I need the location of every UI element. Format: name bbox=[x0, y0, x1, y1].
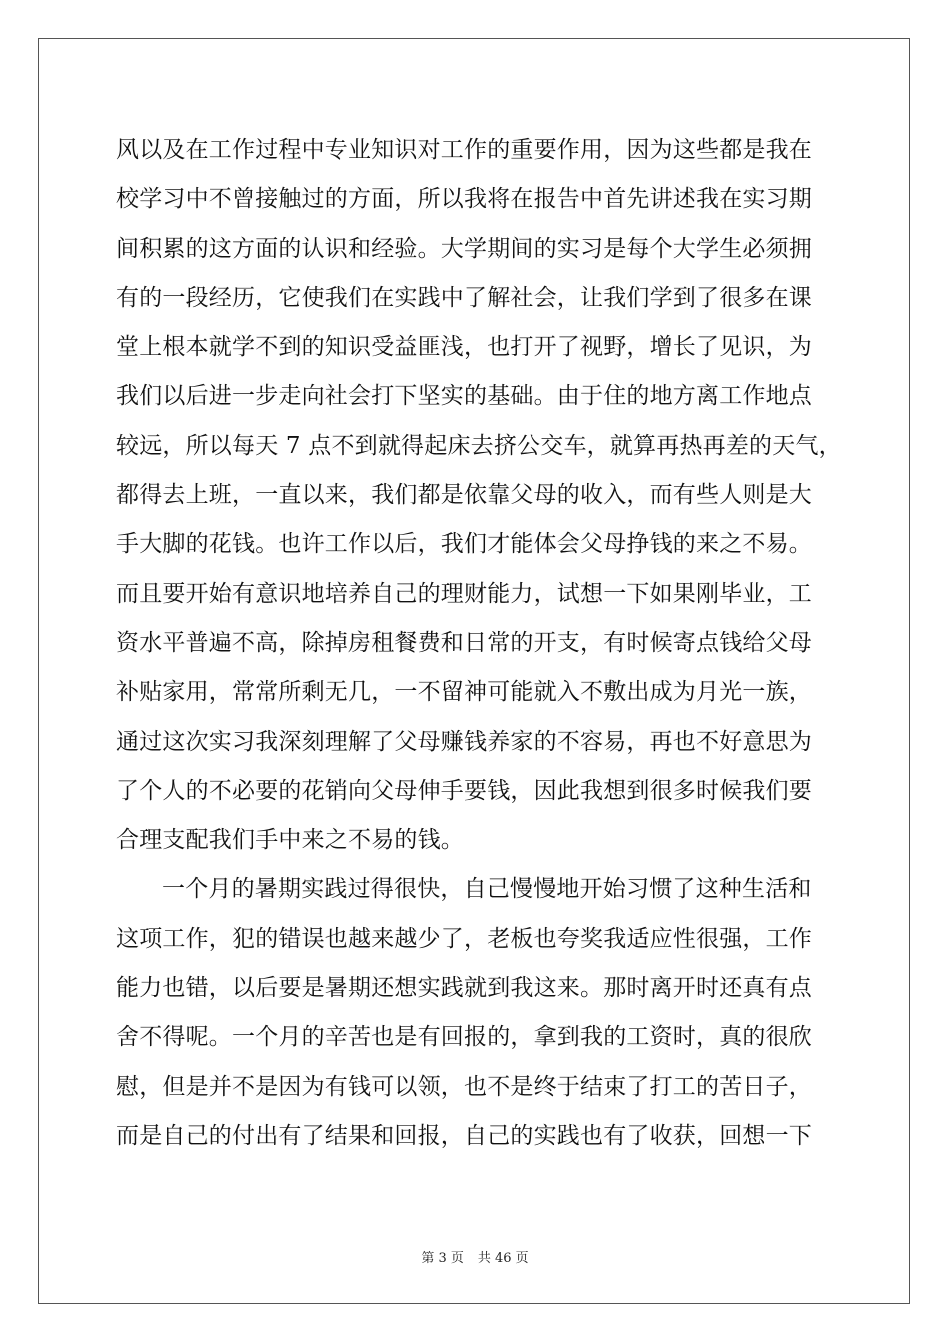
text-line: 能力也错，以后要是暑期还想实践就到我这来。那时离开时还真有点 bbox=[116, 975, 812, 1002]
text-line: 资水平普遍不高，除掉房租餐费和日常的开支，有时候寄点钱给父母 bbox=[116, 629, 812, 656]
text-line: 间积累的这方面的认识和经验。大学期间的实习是每个大学生必须拥 bbox=[116, 235, 812, 262]
text-line: 了个人的不必要的花销向父母伸手要钱，因此我想到很多时候我们要 bbox=[116, 777, 812, 804]
text-line: 慰，但是并不是因为有钱可以领，也不是终于结束了打工的苦日子， bbox=[116, 1073, 812, 1100]
paragraph-start-line: 一个月的暑期实践过得很快，自己慢慢地开始习惯了这种生活和 bbox=[162, 876, 812, 903]
text-line: 较远，所以每天 7 点不到就得起床去挤公交车，就算再热再差的天气， bbox=[116, 432, 842, 459]
text-line: 这项工作，犯的错误也越来越少了，老板也夸奖我适应性很强，工作 bbox=[116, 925, 812, 952]
text-line: 合理支配我们手中来之不易的钱。 bbox=[116, 827, 464, 854]
text-line: 堂上根本就学不到的知识受益匪浅，也打开了视野，增长了见识，为 bbox=[116, 334, 812, 361]
text-line: 我们以后进一步走向社会打下坚实的基础。由于住的地方离工作地点 bbox=[116, 383, 812, 410]
page-total: 共 46 页 bbox=[477, 1251, 529, 1266]
text-line: 舍不得呢。一个月的辛苦也是有回报的，拿到我的工资时，真的很欣 bbox=[116, 1024, 812, 1051]
text-line: 而且要开始有意识地培养自己的理财能力，试想一下如果刚毕业，工 bbox=[116, 580, 812, 607]
page-footer bbox=[0, 1247, 950, 1266]
text-line: 而是自己的付出有了结果和回报，自己的实践也有了收获，回想一下 bbox=[116, 1122, 812, 1149]
text-line: 都得去上班，一直以来，我们都是依靠父母的收入，而有些人则是大 bbox=[116, 482, 812, 509]
text-line: 手大脚的花钱。也许工作以后，我们才能体会父母挣钱的来之不易。 bbox=[116, 531, 812, 558]
text-line: 通过这次实习我深刻理解了父母赚钱养家的不容易，再也不好意思为 bbox=[116, 728, 812, 755]
text-line: 补贴家用，常常所剩无几，一不留神可能就入不敷出成为月光一族， bbox=[116, 679, 812, 706]
document-body bbox=[116, 126, 842, 1161]
text-line: 校学习中不曾接触过的方面，所以我将在报告中首先讲述我在实习期 bbox=[116, 186, 812, 213]
text-line: 有的一段经历，它使我们在实践中了解社会，让我们学到了很多在课 bbox=[116, 284, 812, 311]
page-number: 第 3 页 bbox=[421, 1251, 464, 1266]
text-line: 风以及在工作过程中专业知识对工作的重要作用，因为这些都是我在 bbox=[116, 137, 812, 163]
